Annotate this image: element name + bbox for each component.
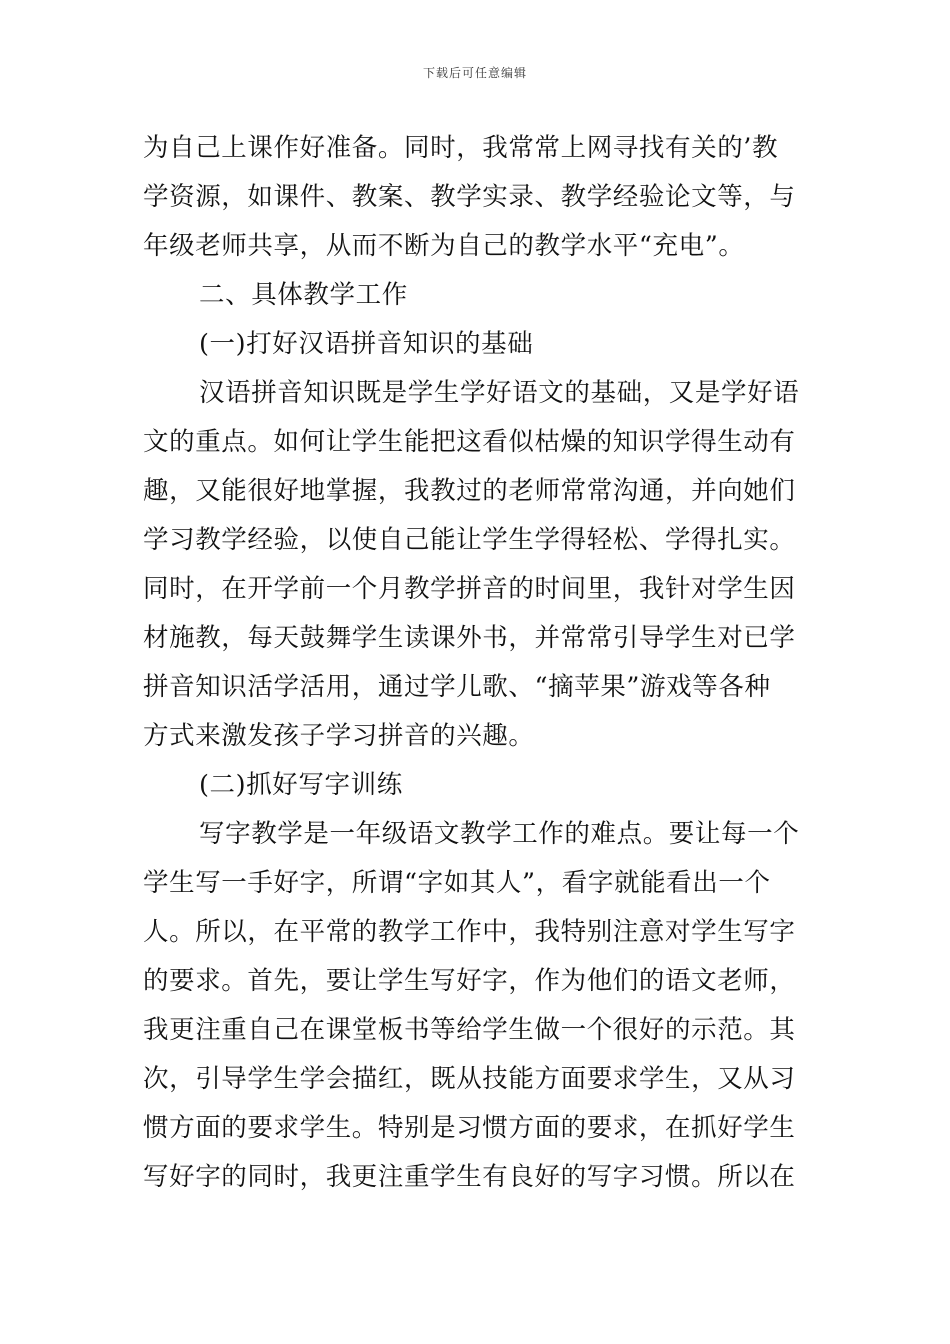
text-line: 方式来激发孩子学习拼音的兴趣。 (143, 721, 535, 751)
text-line: 汉语拼音知识既是学生学好语文的基础，又是学好语 (199, 378, 800, 408)
text-line: 写好字的同时，我更注重学生有良好的写字习惯。所以在 (143, 1162, 796, 1192)
text-line: 学习教学经验，以使自己能让学生学得轻松、学得扎实。 (143, 525, 796, 555)
text-line: 二、具体教学工作 (199, 280, 408, 310)
header-note: 下载后可任意编辑 (422, 66, 527, 80)
text-line: 人。所以，在平常的教学工作中，我特别注意对学生写字 (143, 917, 796, 947)
text-line: 学资源，如课件、教案、教学实录、教学经验论文等，与 (143, 182, 796, 212)
text-line: 年级老师共享，从而不断为自己的教学水平“充电”。 (143, 231, 745, 261)
text-line: 的要求。首先，要让学生写好字，作为他们的语文老师， (143, 966, 796, 996)
body-text (143, 124, 811, 1202)
text-line: 文的重点。如何让学生能把这看似枯燥的知识学得生动有 (143, 427, 796, 457)
text-line: 次，引导学生学会描红，既从技能方面要求学生，又从习 (143, 1064, 796, 1094)
text-line: 为自己上课作好准备。同时，我常常上网寻找有关的’教 (143, 133, 779, 163)
text-line: 趣，又能很好地掌握，我教过的老师常常沟通，并向她们 (143, 476, 796, 506)
text-line: 惯方面的要求学生。特别是习惯方面的要求，在抓好学生 (143, 1113, 796, 1143)
text-line: 材施教，每天鼓舞学生读课外书，并常常引导学生对已学 (143, 623, 796, 653)
text-line: 写字教学是一年级语文教学工作的难点。要让每一个 (199, 819, 800, 849)
text-line: (二)抓好写字训练 (199, 770, 403, 800)
text-line: 我更注重自己在课堂板书等给学生做一个很好的示范。其 (143, 1015, 796, 1045)
text-line: 同时，在开学前一个月教学拼音的时间里，我针对学生因 (143, 574, 796, 604)
text-line: 拼音知识活学活用，通过学儿歌、“摘苹果”游戏等各种 (143, 672, 771, 702)
text-line: (一)打好汉语拼音知识的基础 (199, 329, 534, 359)
text-line: 学生写一手好字，所谓“字如其人”，看字就能看出一个 (143, 868, 771, 898)
